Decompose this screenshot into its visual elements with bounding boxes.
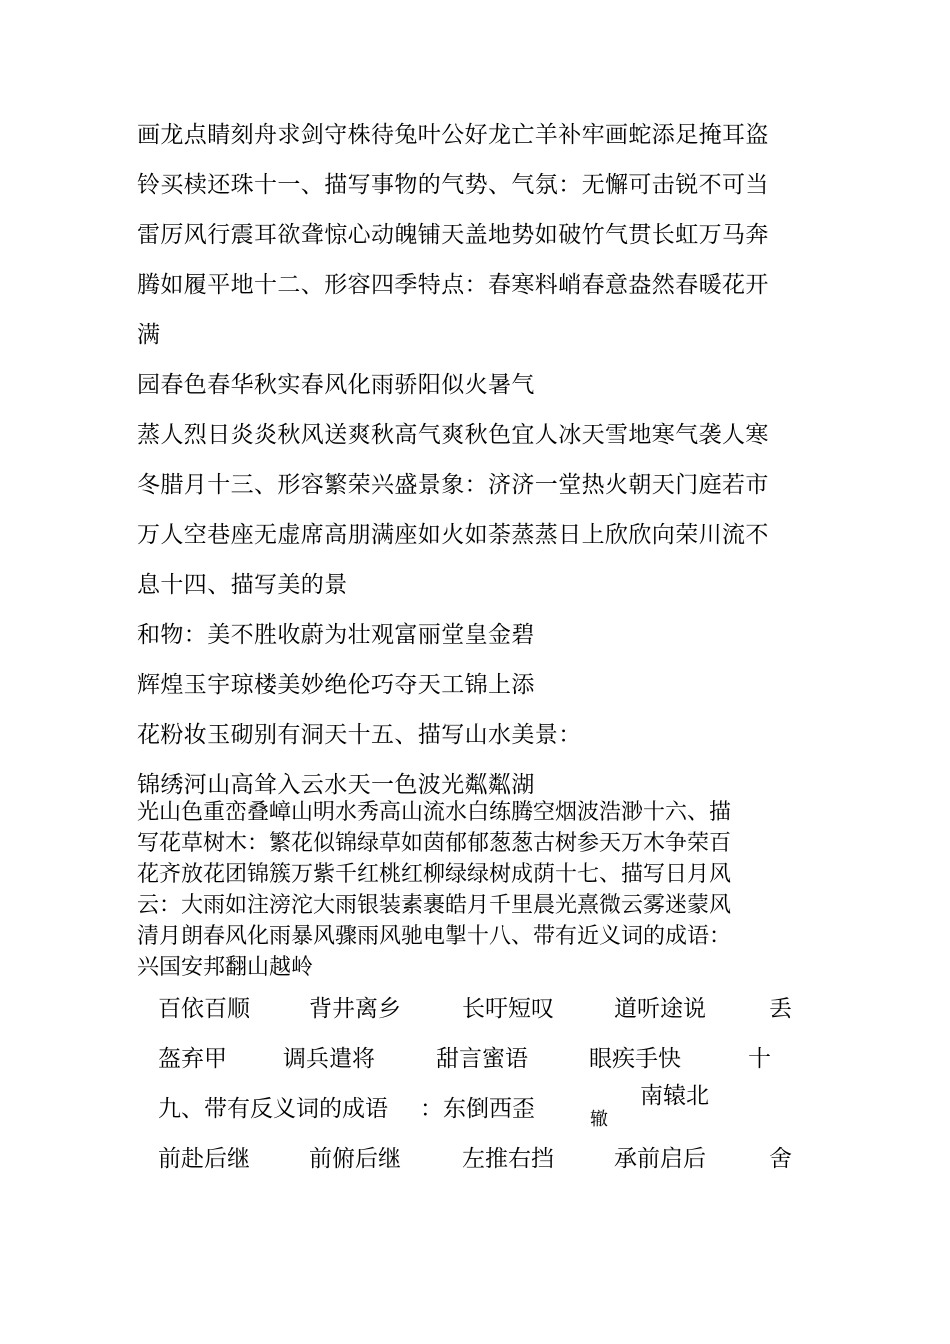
paragraph-line-3: 雷厉风行震耳欲聋惊心动魄铺天盖地势如破竹气贯长虹万马奔 bbox=[137, 222, 769, 248]
idiom-cell: 道听途说 bbox=[614, 996, 706, 1022]
dense-line-3: 花齐放花团锦簇万紫千红桃红柳绿绿树成荫十七、描写日月风 bbox=[137, 862, 732, 887]
paragraph-line-8: 冬腊月十三、形容繁荣兴盛景象：济济一堂热火朝天门庭若市 bbox=[137, 472, 769, 498]
paragraph-line-13: 花粉妆玉砌别有洞天十五、描写山水美景： bbox=[137, 722, 582, 748]
idiom-cell: ：东倒西歪 bbox=[420, 1096, 535, 1122]
idiom-cell: 长吁短叹 bbox=[462, 996, 554, 1022]
idiom-cell: 百依百顺 bbox=[158, 996, 250, 1022]
paragraph-line-7: 蒸人烈日炎炎秋风送爽秋高气爽秋色宜人冰天雪地寒气袭人寒 bbox=[137, 422, 769, 448]
paragraph-line-11: 和物：美不胜收蔚为壮观富丽堂皇金碧 bbox=[137, 622, 535, 648]
idiom-cell: 眼疾手快 bbox=[589, 1046, 681, 1072]
idiom-cell: 左推右挡 bbox=[462, 1146, 554, 1172]
idiom-cell: 背井离乡 bbox=[309, 996, 401, 1022]
idiom-cell: 甜言蜜语 bbox=[436, 1046, 528, 1072]
paragraph-line-5: 满 bbox=[137, 322, 161, 348]
idiom-cell: 舍 bbox=[769, 1146, 792, 1172]
idiom-cell: 丢 bbox=[769, 996, 792, 1022]
idiom-cell: 承前启后 bbox=[614, 1146, 706, 1172]
idiom-cell: 调兵遣将 bbox=[283, 1046, 375, 1072]
idiom-cell: 十 bbox=[748, 1046, 771, 1072]
paragraph-line-14: 锦绣河山高耸入云水天一色波光粼粼湖 bbox=[137, 772, 535, 798]
idiom-cell: 南辕北 bbox=[640, 1083, 709, 1109]
paragraph-line-9: 万人空巷座无虚席高朋满座如火如荼蒸蒸日上欣欣向荣川流不 bbox=[137, 522, 769, 548]
paragraph-line-2: 铃买椟还珠十一、描写事物的气势、气氛：无懈可击锐不可当 bbox=[137, 172, 769, 198]
paragraph-line-12: 辉煌玉宇琼楼美妙绝伦巧夺天工锦上添 bbox=[137, 672, 535, 698]
stray-glyph: 辙 bbox=[590, 1109, 608, 1130]
paragraph-line-4: 腾如履平地十二、形容四季特点：春寒料峭春意盎然春暖花开 bbox=[137, 272, 769, 298]
idiom-cell: 前俯后继 bbox=[309, 1146, 401, 1172]
dense-line-6: 兴国安邦翻山越岭 bbox=[137, 955, 314, 980]
idiom-cell: 九、带有反义词的成语 bbox=[158, 1096, 388, 1122]
dense-line-4: 云：大雨如注滂沱大雨银装素裹皓月千里晨光熹微云雾迷蒙风 bbox=[137, 893, 732, 918]
paragraph-line-10: 息十四、描写美的景 bbox=[137, 572, 348, 598]
idiom-cell: 盔弃甲 bbox=[158, 1046, 227, 1072]
dense-line-2: 写花草树木：繁花似锦绿草如茵郁郁葱葱古树参天万木争荣百 bbox=[137, 831, 732, 856]
paragraph-line-1: 画龙点睛刻舟求剑守株待兔叶公好龙亡羊补牢画蛇添足掩耳盗 bbox=[137, 122, 769, 148]
paragraph-line-6: 园春色春华秋实春风化雨骄阳似火暑气 bbox=[137, 372, 535, 398]
dense-line-5: 清月朗春风化雨暴风骤雨风驰电掣十八、带有近义词的成语： bbox=[137, 924, 732, 949]
dense-line-1: 光山色重峦叠嶂山明水秀高山流水白练腾空烟波浩渺十六、描 bbox=[137, 800, 732, 825]
idiom-cell: 前赴后继 bbox=[158, 1146, 250, 1172]
